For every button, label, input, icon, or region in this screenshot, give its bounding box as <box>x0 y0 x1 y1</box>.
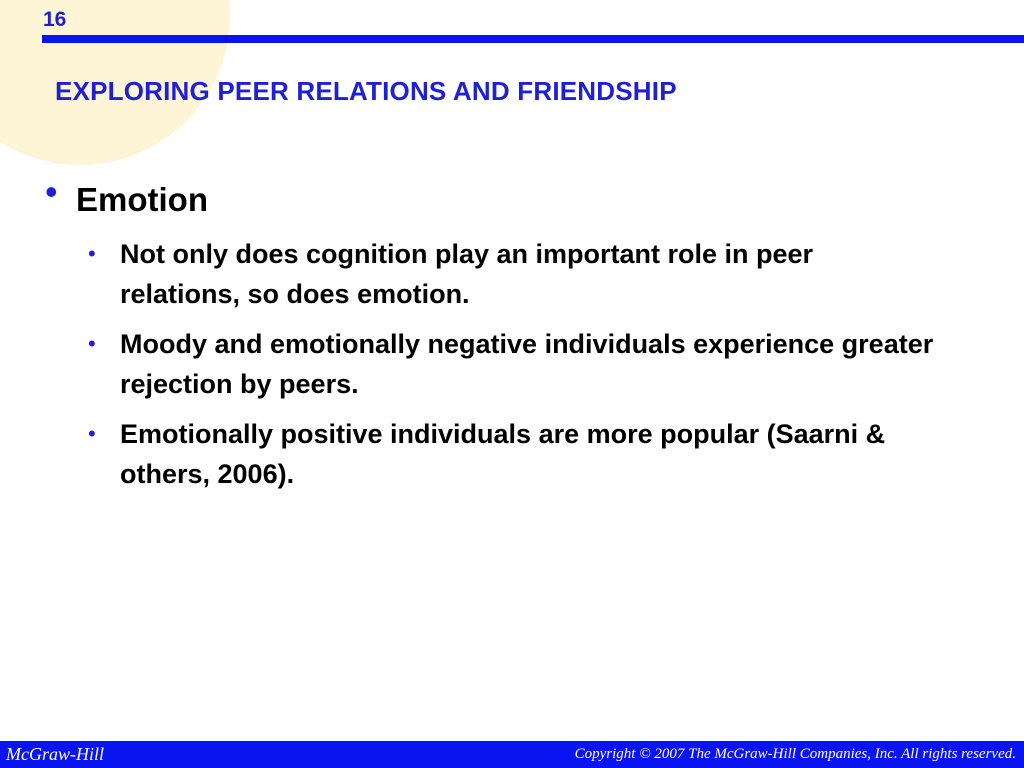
slide-content <box>45 171 975 504</box>
sub-bullet-text: Moody and emotionally negative individuals experience greater rejection by peers. <box>120 329 934 399</box>
main-bullet-text: Emotion <box>76 181 208 218</box>
sub-bullet-text: Not only does cognition play an important role in peer relations, so does emotion. <box>120 239 814 309</box>
sub-bullet-item <box>88 234 975 314</box>
sub-bullet-item <box>88 324 975 404</box>
sub-bullet-text: Emotionally positive individuals are more popular (Saarni & others, 2006). <box>120 419 886 489</box>
copyright-notice: Copyright © 2007 The McGraw-Hill Companies, Inc. All rights reserved. <box>574 746 1016 762</box>
publisher-name: McGraw-Hill <box>6 744 104 764</box>
bullet-dot-icon: • <box>88 421 96 446</box>
bullet-dot-icon: • <box>88 331 96 356</box>
main-bullet-item <box>45 171 975 222</box>
bullet-dot-icon: • <box>88 241 96 266</box>
header-rule <box>42 35 1024 43</box>
sub-bullet-list <box>88 234 975 494</box>
sub-bullet-item <box>88 414 975 494</box>
slide-title: EXPLORING PEER RELATIONS AND FRIENDSHIP <box>55 76 677 106</box>
slide-number: 16 <box>43 8 67 31</box>
bullet-dot-icon: • <box>45 171 58 212</box>
footer-bar <box>0 741 1024 768</box>
